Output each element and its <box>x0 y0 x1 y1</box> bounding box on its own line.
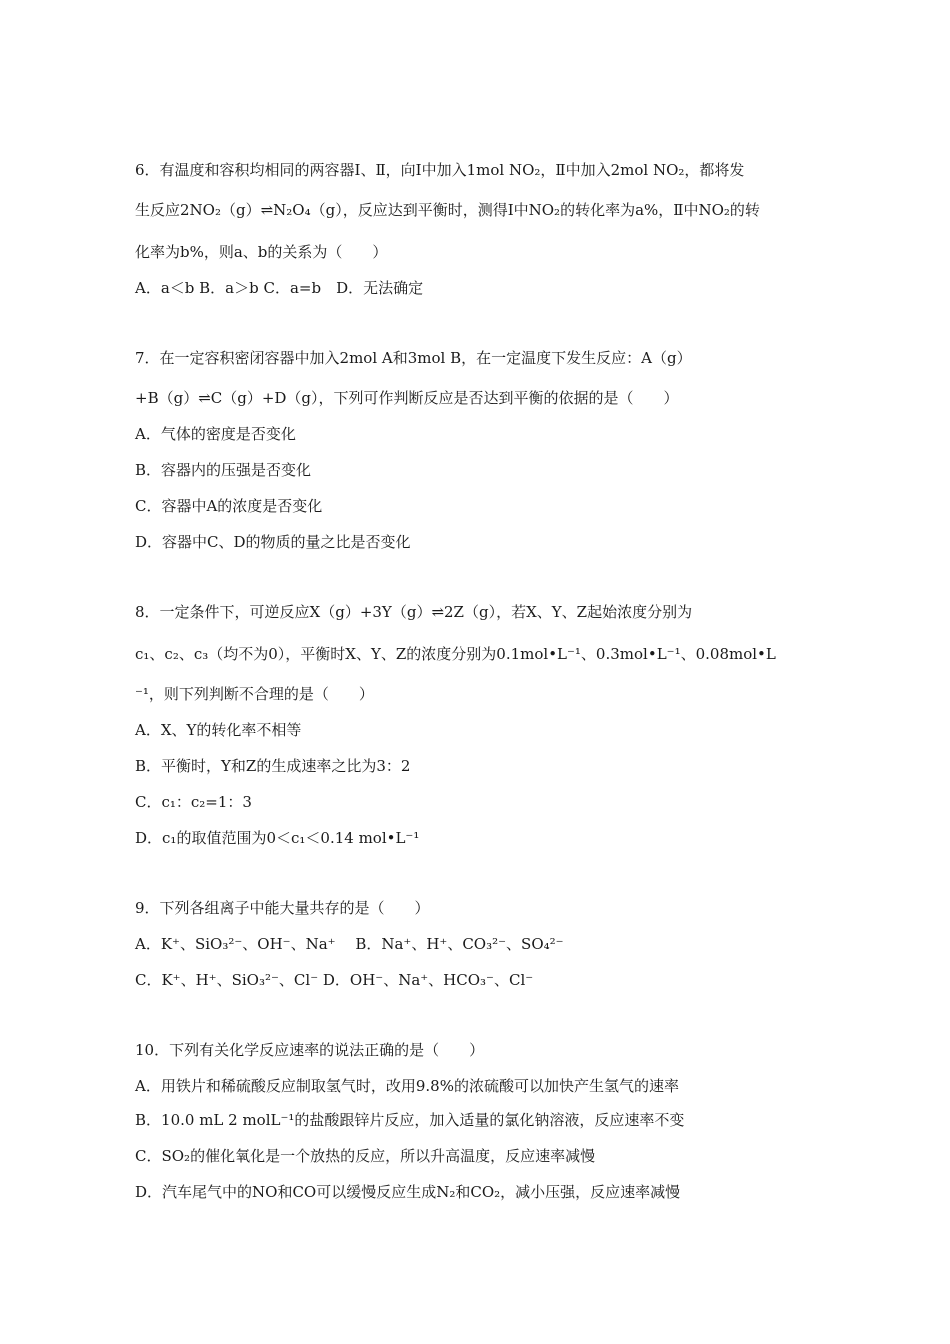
q8-option-d: D．c₁的取值范围为0＜c₁＜0.14 mol•L⁻¹ <box>135 829 420 847</box>
q7-option-b: B．容器内的压强是否变化 <box>135 461 312 479</box>
q8-option-c: C．c₁：c₂=1：3 <box>135 793 252 811</box>
q7-stem-line-2: +B（g）⇌C（g）+D（g），下列可作判断反应是否达到平衡的依据的是（ ） <box>135 389 679 407</box>
q7-option-c: C．容器中A的浓度是否变化 <box>135 497 323 515</box>
q9-options-cd: C．K⁺、H⁺、SiO₃²⁻、Cl⁻ D．OH⁻、Na⁺、HCO₃⁻、Cl⁻ <box>135 971 534 989</box>
q10-option-c: C．SO₂的催化氧化是一个放热的反应，所以升高温度，反应速率减慢 <box>135 1147 596 1165</box>
q8-stem-line-3: ⁻¹，则下列判断不合理的是（ ） <box>135 685 374 703</box>
q10-option-d: D．汽车尾气中的NO和CO可以缓慢反应生成N₂和CO₂，减小压强，反应速率减慢 <box>135 1183 681 1201</box>
q9-stem-line-1: 9．下列各组离子中能大量共存的是（ ） <box>135 899 430 917</box>
q8-option-a: A．X、Y的转化率不相等 <box>135 721 302 739</box>
q7-stem-line-1: 7．在一定容积密闭容器中加入2mol A和3mol B，在一定温度下发生反应：A（g） <box>135 349 692 367</box>
q10-option-b: B．10.0 mL 2 molL⁻¹的盐酸跟锌片反应，加入适量的氯化钠溶液，反应速率不变 <box>135 1111 685 1129</box>
q10-stem-line-1: 10．下列有关化学反应速率的说法正确的是（ ） <box>135 1041 485 1059</box>
q8-stem-line-1: 8．一定条件下，可逆反应X（g）+3Y（g）⇌2Z（g），若X、Y、Z起始浓度分别为 <box>135 603 693 621</box>
q9-options-ab: A．K⁺、SiO₃²⁻、OH⁻、Na⁺ B．Na⁺、H⁺、CO₃²⁻、SO₄²⁻ <box>135 935 564 953</box>
q7-option-d: D．容器中C、D的物质的量之比是否变化 <box>135 533 411 551</box>
q10-option-a: A．用铁片和稀硫酸反应制取氢气时，改用9.8%的浓硫酸可以加快产生氢气的速率 <box>135 1077 679 1095</box>
q6-stem-line-2: 生反应2NO₂（g）⇌N₂O₄（g），反应达到平衡时，测得Ⅰ中NO₂的转化率为a%，Ⅱ中NO₂的转 <box>135 201 760 219</box>
q6-options: A．a＜b B．a＞b C．a=b D．无法确定 <box>135 279 424 297</box>
q6-stem-line-1: 6．有温度和容积均相同的两容器Ⅰ、Ⅱ，向Ⅰ中加入1mol NO₂，Ⅱ中加入2mol NO₂，都将发 <box>135 161 745 179</box>
q6-stem-line-3: 化率为b%，则a、b的关系为（ ） <box>135 243 388 261</box>
q7-option-a: A．气体的密度是否变化 <box>135 425 296 443</box>
q8-option-b: B．平衡时，Y和Z的生成速率之比为3：2 <box>135 757 411 775</box>
q8-stem-line-2: c₁、c₂、c₃（均不为0），平衡时X、Y、Z的浓度分别为0.1mol•L⁻¹、0.3mol•L⁻¹、0.08mol•L <box>135 645 776 663</box>
